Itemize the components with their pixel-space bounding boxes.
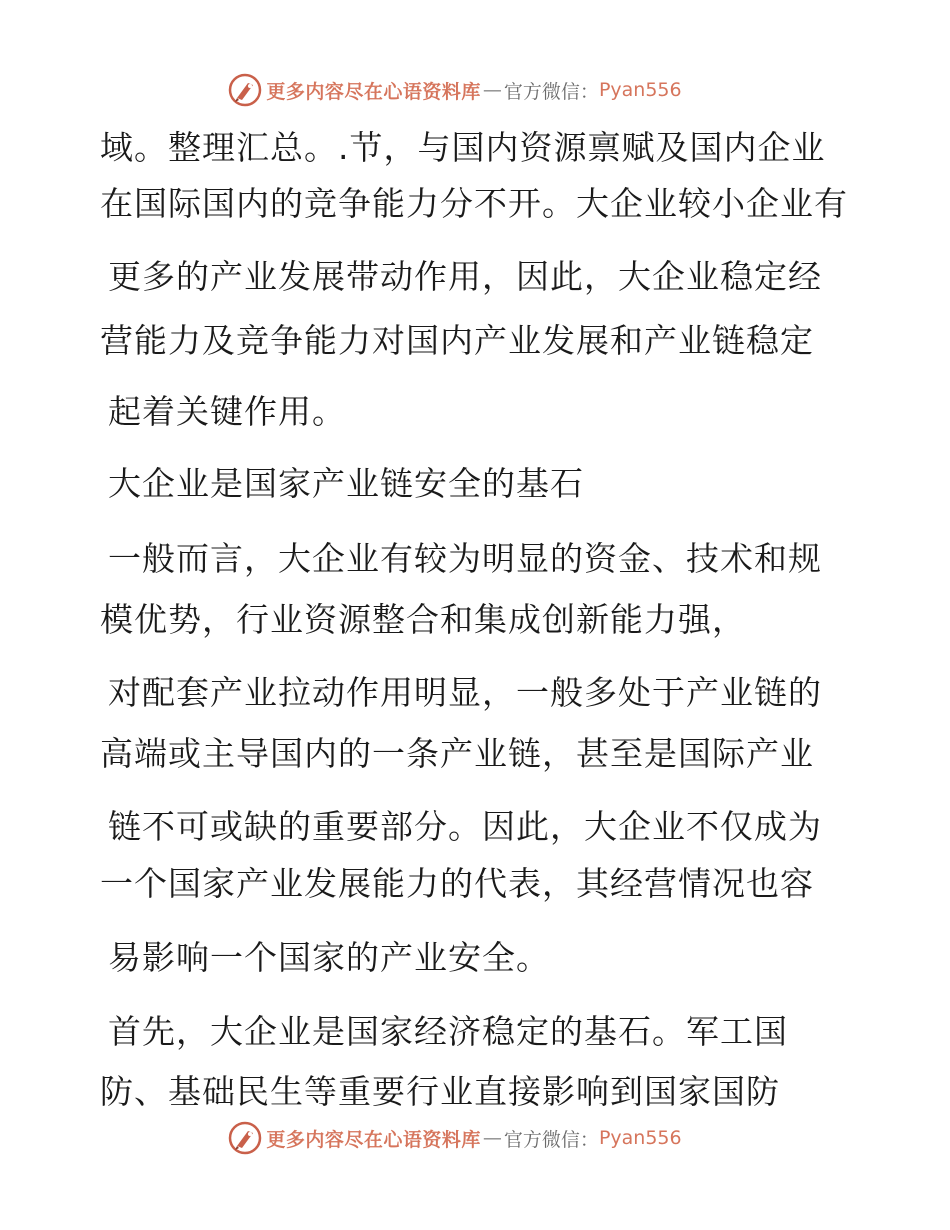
body-line: 首先，大企业是国家经济稳定的基石。军工国 [108,1012,788,1051]
body-line: 在国际国内的竞争能力分不开。大企业较小企业有 [100,184,848,223]
body-line: 易影响一个国家的产业安全。 [108,938,550,977]
body-line: 一般而言，大企业有较为明显的资金、技术和规 [108,539,822,578]
body-line: 模优势，行业资源整合和集成创新能力强， [100,600,746,639]
watermark-brand: 更多内容尽在心语资料库 [266,1128,481,1151]
watermark-id: Pyan556 [598,1127,682,1149]
watermark-id: Pyan556 [598,79,682,101]
body-line: 更多的产业发展带动作用，因此，大企业稳定经 [108,257,822,296]
body-line: 高端或主导国内的一条产业链，甚至是国际产业 [100,734,814,773]
body-line: 营能力及竞争能力对国内产业发展和产业链稳定 [100,321,814,360]
watermark-dash: — [482,79,502,101]
body-line: 域。整理汇总。.节，与国内资源禀赋及国内企业 [100,128,826,167]
watermark-brand: 更多内容尽在心语资料库 [266,80,481,103]
watermark-label: 官方微信： [503,80,599,103]
section-heading: 大企业是国家产业链安全的基石 [108,464,584,503]
body-line: 防、基础民生等重要行业直接影响到国家国防 [100,1072,780,1111]
watermark-dash: — [482,1127,502,1149]
footer-watermark [0,1118,950,1158]
body-line: 一个国家产业发展能力的代表，其经营情况也容 [100,864,814,903]
quill-logo-icon [228,1121,262,1155]
body-line: 起着关键作用。 [108,392,346,431]
watermark-label: 官方微信： [503,1128,599,1151]
body-line: 对配套产业拉动作用明显，一般多处于产业链的 [108,673,822,712]
body-line: 链不可或缺的重要部分。因此，大企业不仅成为 [108,807,822,846]
